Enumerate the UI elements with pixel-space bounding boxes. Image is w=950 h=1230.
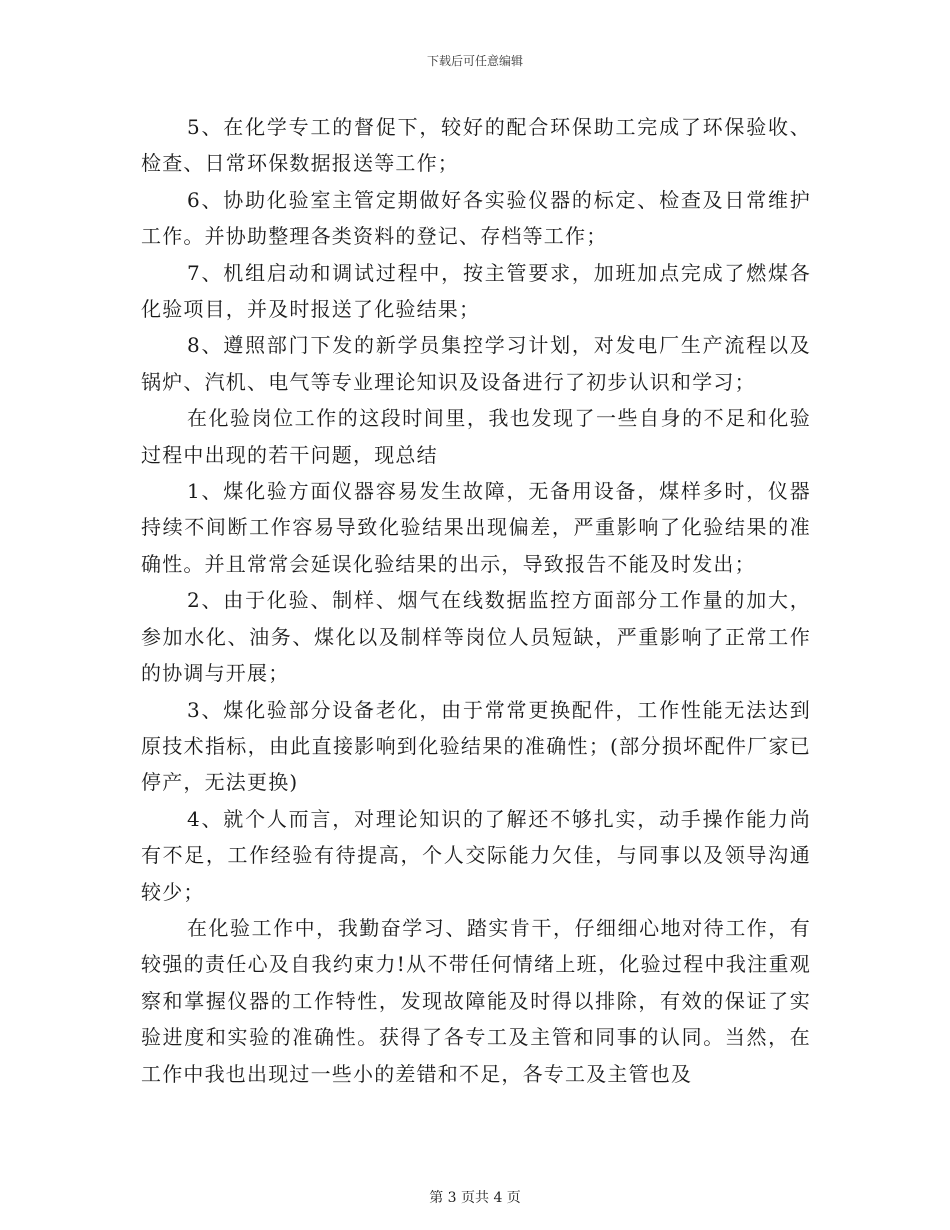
paragraph-problem-3: 3、煤化验部分设备老化，由于常常更换配件，工作性能无法达到原技术指标，由此直接影响到化验结果的准确性；(部分损坏配件厂家已停产，无法更换)	[141, 697, 811, 795]
paragraph-problems-intro: 在化验岗位工作的这段时间里，我也发现了一些自身的不足和化验过程中出现的若干问题，现总结	[141, 406, 811, 467]
paragraph-problem-2: 2、由于化验、制样、烟气在线数据监控方面部分工作量的加大，参加水化、油务、煤化以及制样等岗位人员短缺，严重影响了正常工作的协调与开展；	[141, 588, 811, 686]
paragraph-problem-4: 4、就个人而言，对理论知识的了解还不够扎实，动手操作能力尚有不足，工作经验有待提高，个人交际能力欠佳，与同事以及领导沟通较少；	[141, 806, 811, 904]
page-header: 下载后可任意编辑	[426, 54, 523, 68]
paragraph-item-6: 6、协助化验室主管定期做好各实验仪器的标定、检查及日常维护工作。并协助整理各类资料的登记、存档等工作；	[141, 187, 811, 249]
paragraph-item-8: 8、遵照部门下发的新学员集控学习计划，对发电厂生产流程以及锅炉、汽机、电气等专业理论知识及设备进行了初步认识和学习；	[141, 333, 811, 394]
paragraph-summary: 在化验工作中，我勤奋学习、踏实肯干，仔细细心地对待工作，有较强的责任心及自我约束力!从不带任何情绪上班，化验过程中我注重观察和掌握仪器的工作特性，发现故障能及时得以排除，有效的保证了实验进度和实验的准确性。获得了各专工及主管和同事的认同。当然，在工作中我也出现过一些小的差错和不足，各专工及主管也及	[141, 915, 811, 1086]
paragraph-item-7: 7、机组启动和调试过程中，按主管要求，加班加点完成了燃煤各化验项目，并及时报送了化验结果；	[141, 260, 811, 322]
paragraph-problem-1: 1、煤化验方面仪器容易发生故障，无备用设备，煤样多时，仪器持续不间断工作容易导致化验结果出现偏差，严重影响了化验结果的准确性。并且常常会延误化验结果的出示，导致报告不能及时发出；	[141, 479, 811, 576]
document-body	[141, 109, 811, 1092]
paragraph-item-5: 5、在化学专工的督促下，较好的配合环保助工完成了环保验收、检查、日常环保数据报送等工作；	[141, 115, 811, 176]
page-number: 第 3 页共 4 页	[429, 1190, 521, 1206]
